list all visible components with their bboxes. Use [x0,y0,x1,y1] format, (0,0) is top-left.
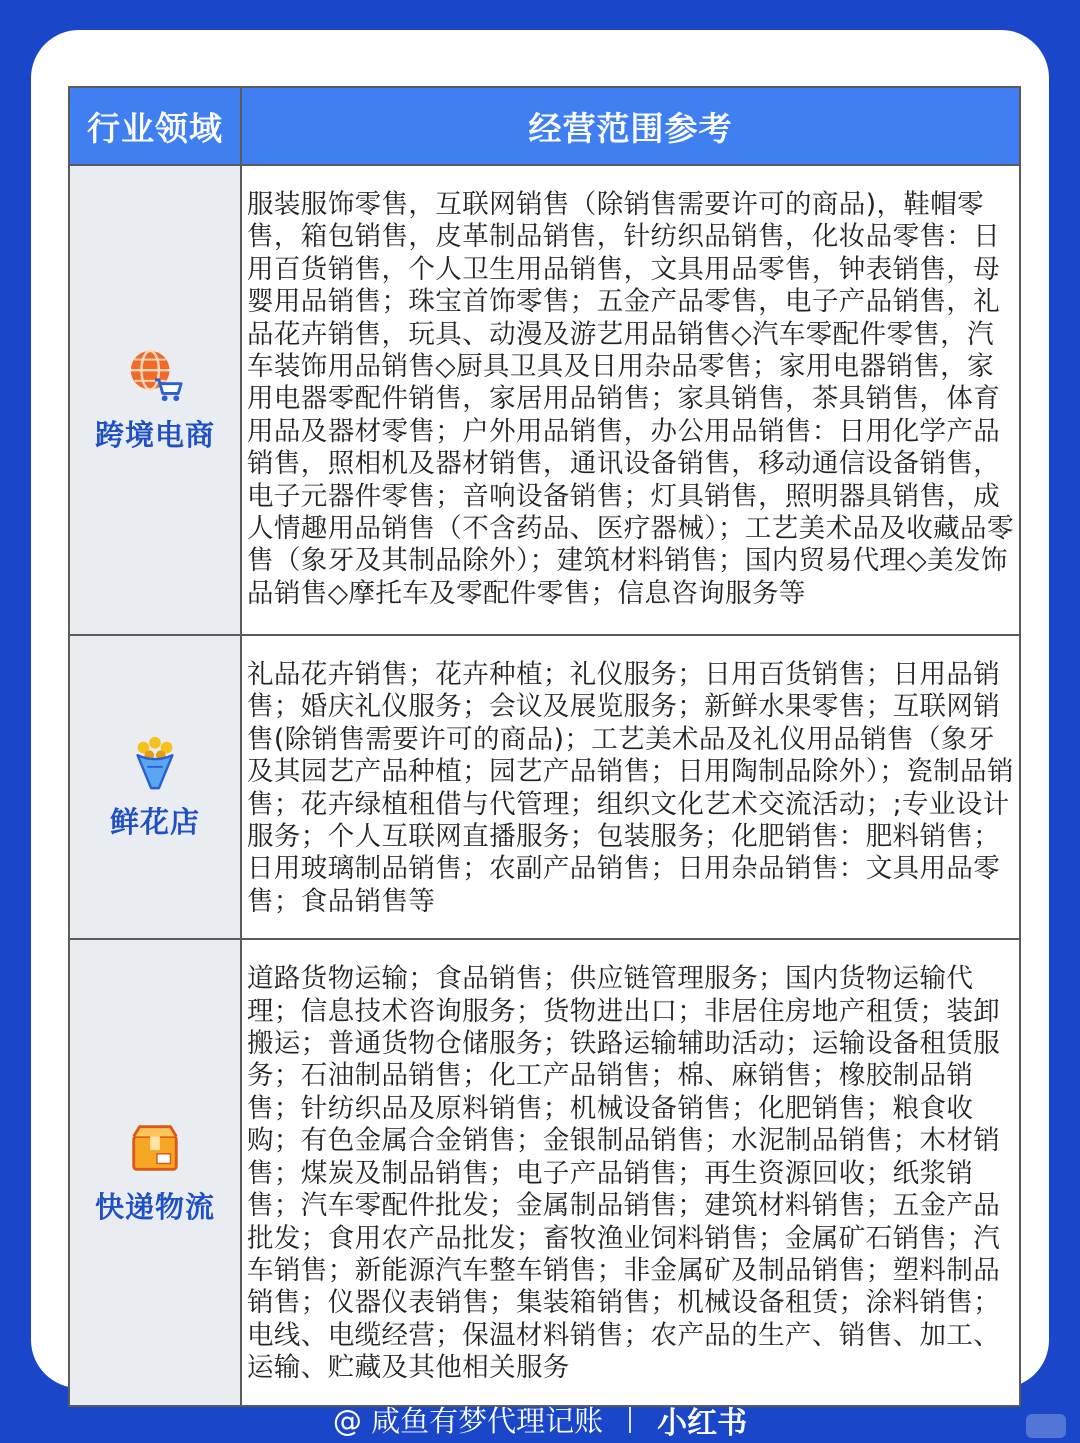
industry-name: 跨境电商 [94,417,215,452]
header-industry: 行业领域 [69,87,241,165]
globe-cart-icon [126,347,184,405]
table-header-row [69,87,1020,165]
footer-divider [629,1407,631,1433]
table-row [69,635,1020,939]
industry-name: 快递物流 [94,1189,215,1224]
scope-text: 服装服饰零售，互联网销售（除销售需要许可的商品)，鞋帽零售，箱包销售，皮革制品销售，针纺织品销售，化妆品零售：日用百货销售，个人卫生用品销售，文具用品零售，钟表销售，母婴用品销售；珠宝首饰零售；五金产品零售，电子产品销售，礼品花卉销售，玩具、动漫及游艺用品销售◇汽车零配件零售，汽车装饰用品销售◇厨具卫具及日用杂品零售；家用电器销售，家用电器零配件销售，家居用品销售；家具销售，茶具销售，体育用品及器材零售；户外用品销售，办公用品销售：日用化学产品销售，照相机及器材销售，通讯设备销售，移动通信设备销售，电子元器件零售；音响设备销售；灯具销售，照明器具销售，成人情趣用品销售（不含药品、医疗器械）；工艺美术品及收藏品零售（象牙及其制品除外）；建筑材料销售；国内贸易代理◇美发饰品销售◇摩托车及零配件零售；信息咨询服务等 [241,165,1020,635]
scope-text: 礼品花卉销售；花卉种植；礼仪服务；日用百货销售；日用品销售；婚庆礼仪服务；会议及展览服务；新鲜水果零售；互联网销售(除销售需要许可的商品)；工艺美术品及礼仪用品销售（象牙及其园艺产品种植；园艺产品销售；日用陶制品除外）；瓷制品销售；花卉绿植租借与代管理；组织文化艺术交流活动；;专业设计服务；个人互联网直播服务；包装服务；化肥销售：肥料销售；日用玻璃制品销售；农副产品销售；日用杂品销售：文具用品零售；食品销售等 [241,635,1020,939]
scope-text: 道路货物运输；食品销售；供应链管理服务；国内货物运输代理；信息技术咨询服务；货物进出口；非居住房地产租赁；装卸搬运；普通货物仓储服务；铁路运输辅助活动；运输设备租赁服务；石油制品销售；化工产品销售；棉、麻销售；橡胶制品销售；针纺织品及原料销售；机械设备销售；化肥销售；粮食收购；有色金属合金销售；金银制品销售；水泥制品销售；木材销售；煤炭及制品销售；电子产品销售；再生资源回收；纸浆销售；汽车零配件批发；金属制品销售；建筑材料销售；五金产品批发；食用农产品批发；畜牧渔业饲料销售；金属矿石销售；汽车销售；新能源汽车整车销售；非金属矿及制品销售；塑料制品销售；仪器仪表销售；集装箱销售；机械设备租赁；涂料销售；电线、电缆经营；保温材料销售；农产品的生产、销售、加工、运输、贮藏及其他相关服务 [241,939,1020,1405]
package-box-icon [126,1119,184,1177]
flower-bouquet-icon [126,734,184,792]
table-row [69,939,1020,1405]
account-name[interactable]: @ 咸鱼有梦代理记账 [332,1404,604,1438]
table-row [69,165,1020,635]
watermark-icon [1026,1414,1066,1438]
industry-name: 鲜花店 [109,804,200,839]
industry-cell [69,165,241,635]
industry-cell [69,635,241,939]
business-scope-table [68,86,1021,1407]
brand-logo: 小红书 [657,1405,748,1441]
industry-cell [69,939,241,1405]
header-scope: 经营范围参考 [241,87,1020,165]
footer [0,1396,1080,1443]
